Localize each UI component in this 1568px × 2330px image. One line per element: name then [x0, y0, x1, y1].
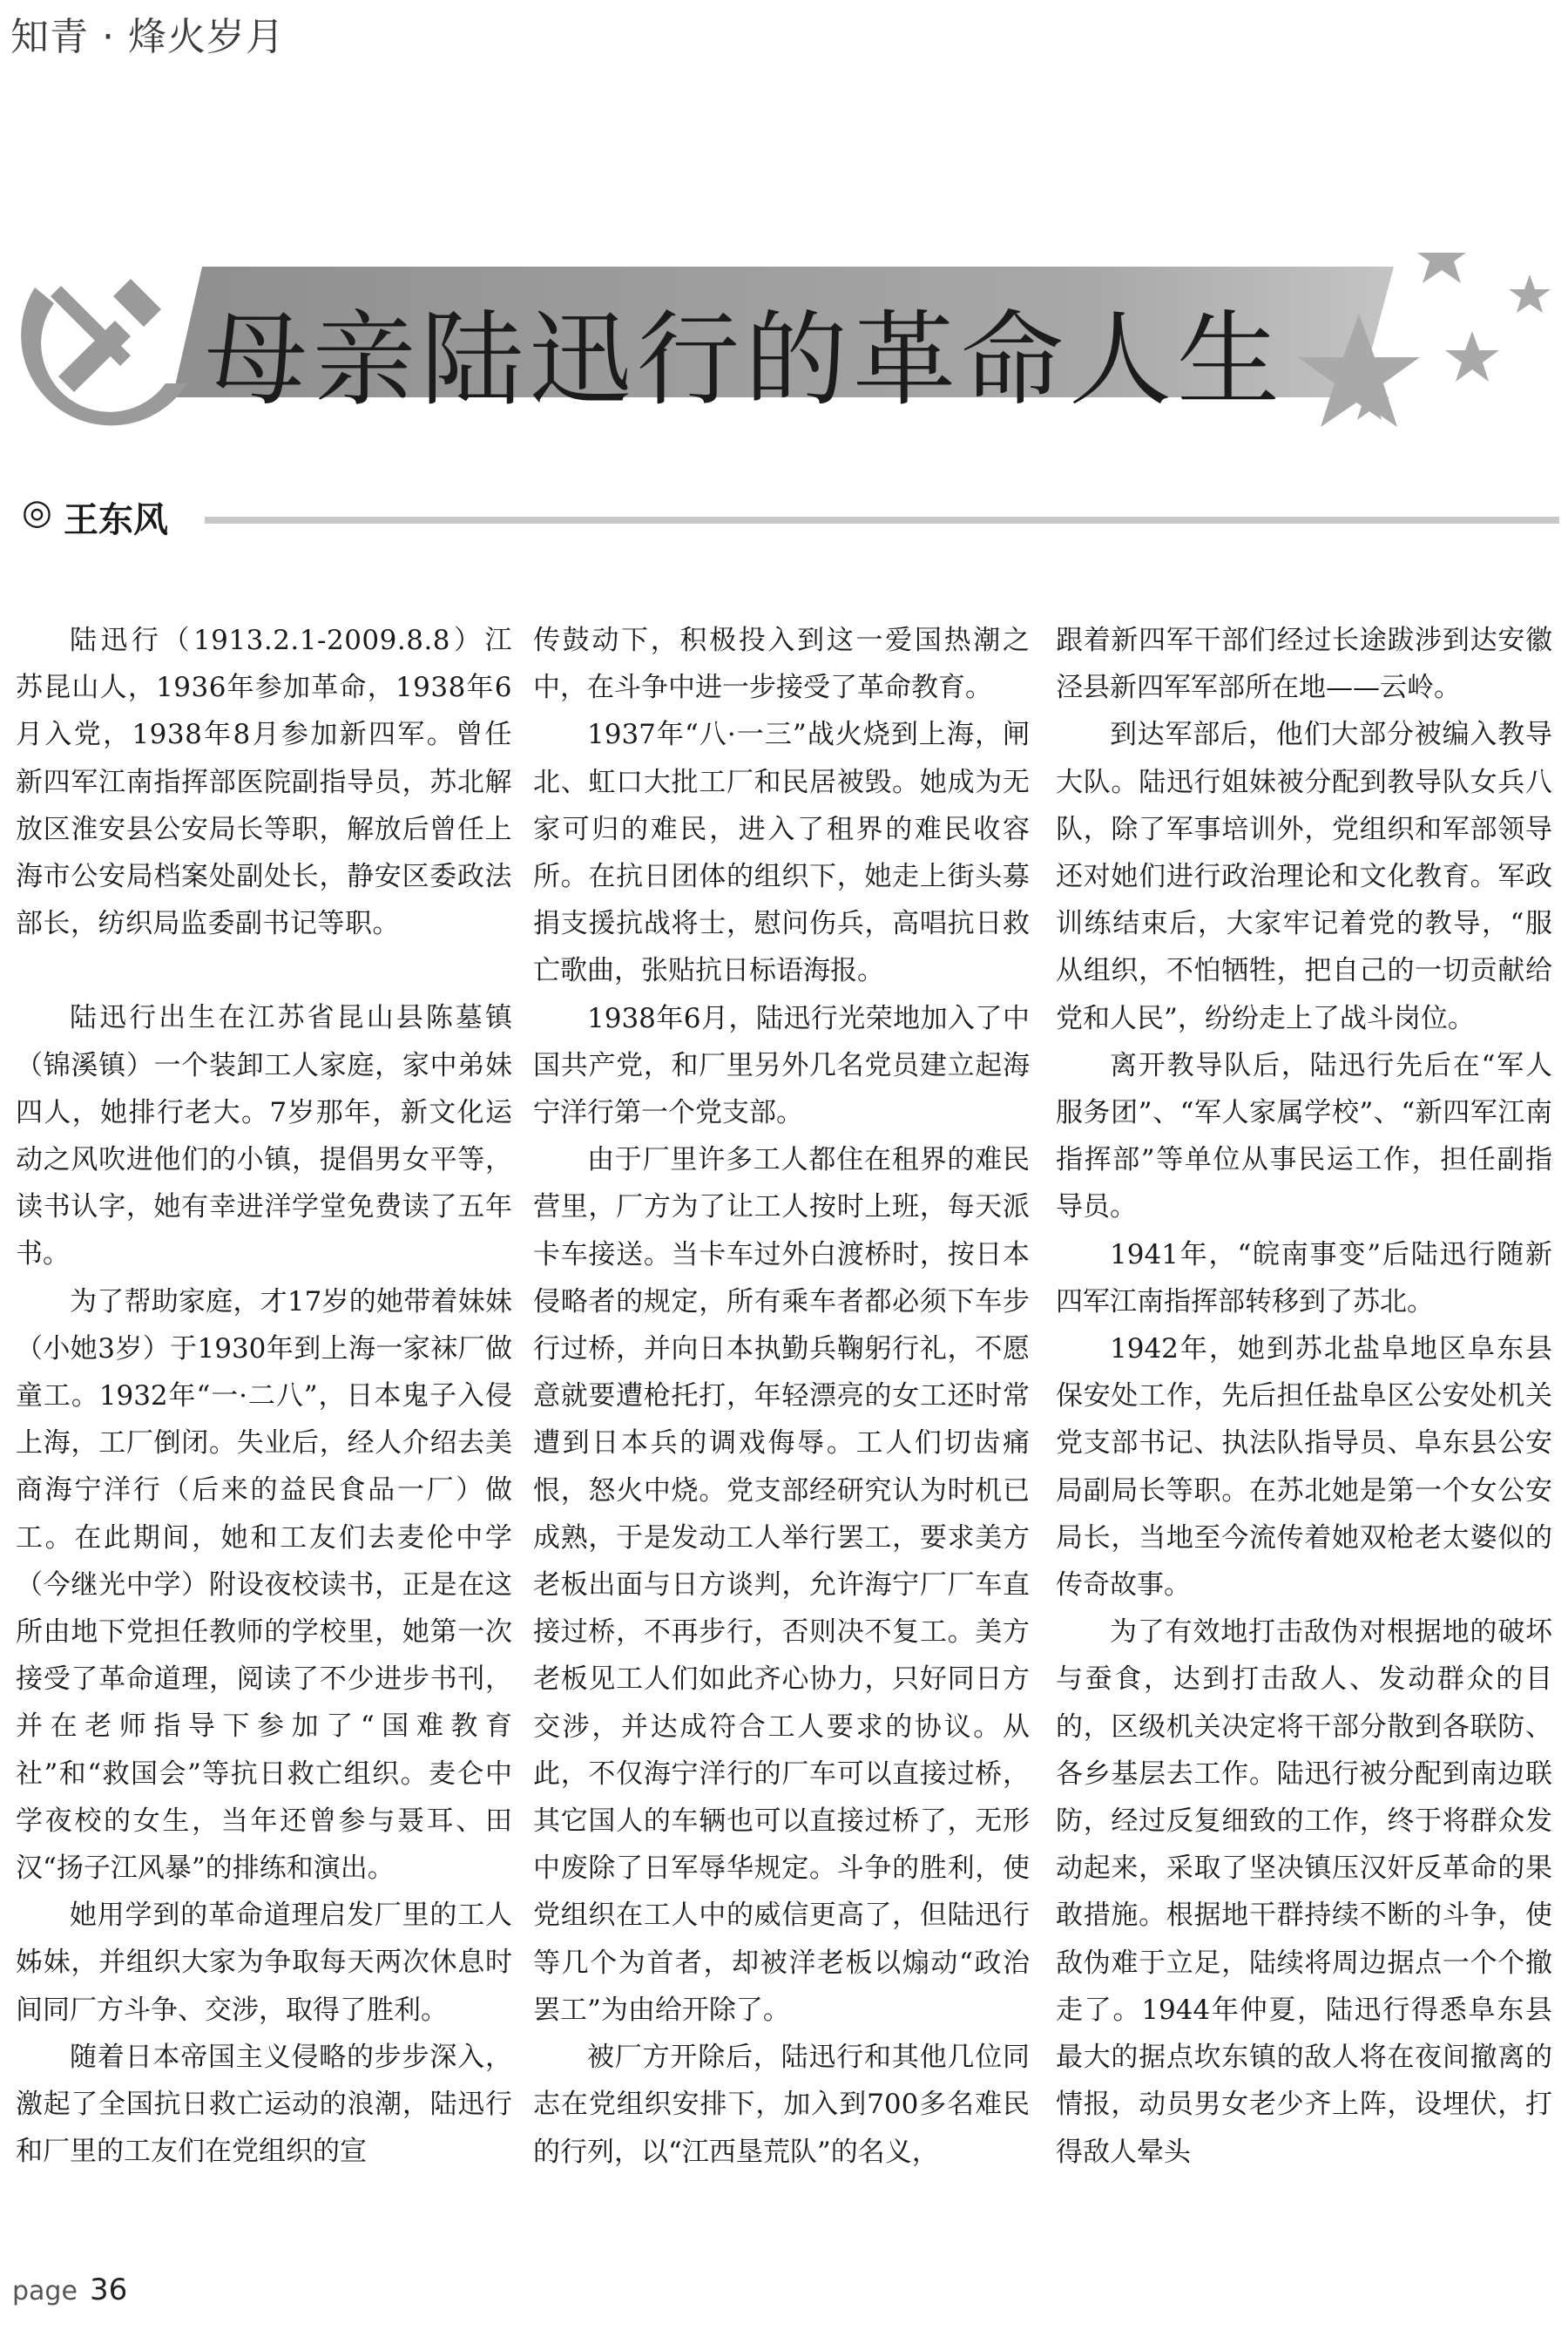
author-name: 王东风 — [64, 500, 168, 540]
body-paragraph: 1938年6月，陆迅行光荣地加入了中国共产党，和厂里另外几名党员建立起海宁洋行第一个党支部。 — [533, 1002, 1030, 1129]
text-column-1 — [16, 617, 512, 2176]
text-column-3 — [1056, 617, 1552, 2176]
body-paragraph: 为了帮助家庭，才17岁的她带着妹妹（小她3岁）于1930年到上海一家袜厂做童工。1932年“一·二八”，日本鬼子入侵上海，工厂倒闭。失业后，经人介绍去美商海宁洋行（后来的益民食品一厂）做工。在此期间，她和工友们去麦伦中学（今继光中学）附设夜校读书，正是在这所由地下党担任教师的学校里，她第一次接受了革命道理，阅读了不少进步书刊，并在老师指导下参加了“国难教育社”和“救国会”等抗日救亡组织。麦仑中学夜校的女生，当年还曾参与聂耳、田汉“扬子江风暴”的排练和演出。 — [16, 1285, 512, 1885]
body-paragraph: 为了有效地打击敌伪对根据地的破坏与蚕食，达到打击敌人、发动群众的目的，区级机关决定将干部分散到各联防、各乡基层去工作。陆迅行被分配到南边联防，经过反复细致的工作，终于将群众发动起来，采取了坚决镇压汉奸反革命的果敢措施。根据地干群持续不断的斗争，使敌伪难于立足，陆续将周边据点一个个撤走了。1944年仲夏，陆迅行得悉阜东县最大的据点坎东镇的敌人将在夜间撤离的情报，动员男女老少齐上阵，设埋伏，打得敌人晕头 — [1056, 1616, 1552, 2168]
byline-rule — [205, 517, 1559, 524]
article-title: 母亲陆迅行的革命人生 — [205, 300, 1286, 420]
body-paragraph: 跟着新四军干部们经过长途跋涉到达安徽泾县新四军军部所在地——云岭。 — [1056, 625, 1552, 704]
page-label: page — [12, 2276, 78, 2306]
body-paragraph: 由于厂里许多工人都住在租界的难民营里，厂方为了让工人按时上班，每天派卡车接送。当卡车过外白渡桥时，按日本侵略者的规定，所有乘车者都必须下车步行过桥，并向日本执勤兵鞠躬行礼，不愿意就要遭枪托打，年轻漂亮的女工还时常遭到日本兵的调戏侮辱。工人们切齿痛恨，怒火中烧。党支部经研究认为时机已成熟，于是发动工人举行罢工，要求美方老板出面与日方谈判，允许海宁厂厂车直接过桥，不再步行，否则决不复工。美方老板见工人们如此齐心协力，只好同日方交涉，并达成符合工人要求的协议。从此，不仅海宁洋行的厂车可以直接过桥，其它国人的车辆也可以直接过桥了，无形中废除了日军辱华规定。斗争的胜利，使党组织在工人中的威信更高了，但陆迅行等几个为首者，却被洋老板以煽动“政治罢工”为由给开除了。 — [533, 1144, 1030, 2026]
body-paragraph: 1941年，“皖南事变”后陆迅行随新四军江南指挥部转移到了苏北。 — [1056, 1238, 1552, 1317]
body-paragraph: 陆迅行出生在江苏省昆山县陈墓镇（锦溪镇）一个装卸工人家庭，家中弟妹四人，她排行老大。7岁那年，新文化运动之风吹进他们的小镇，提倡男女平等，读书认字，她有幸进洋学堂免费读了五年书。 — [16, 1002, 512, 1270]
section-tag: 知青 · 烽火岁月 — [10, 15, 285, 59]
byline-mark-icon: ◎ — [22, 492, 52, 532]
page-number: 36 — [89, 2272, 128, 2307]
body-paragraph: 她用学到的革命道理启发厂里的工人姊妹，并组织大家为争取每天两次休息时间同厂方斗争、交涉，取得了胜利。 — [16, 1900, 512, 2026]
body-paragraph: 到达军部后，他们大部分被编入教导大队。陆迅行姐妹被分配到教导队女兵八队，除了军事培训外，党组织和军部领导还对她们进行政治理论和文化教育。军政训练结束后，大家牢记着党的教导，“服从组织，不怕牺牲，把自己的一切贡献给党和人民”，纷纷走上了战斗岗位。 — [1056, 719, 1552, 1034]
body-paragraph: 被厂方开除后，陆迅行和其他几位同志在党组织安排下，加入到700多名难民的行列，以“江西垦荒队”的名义， — [533, 2042, 1030, 2168]
page-footer — [12, 2272, 139, 2307]
body-paragraph: 1937年“八·一三”战火烧到上海，闸北、虹口大批工厂和民居被毁。她成为无家可归的难民，进入了租界的难民收容所。在抗日团体的组织下，她走上街头募捐支援抗战将士，慰问伤兵，高唱抗日救亡歌曲，张贴抗日标语海报。 — [533, 719, 1030, 987]
byline — [22, 492, 1559, 545]
body-paragraph: 离开教导队后，陆迅行先后在“军人服务团”、“军人家属学校”、“新四军江南指挥部”等单位从事民运工作，担任副指导员。 — [1056, 1049, 1552, 1223]
text-column-2 — [533, 617, 1030, 2176]
body-paragraph: 随着日本帝国主义侵略的步步深入，激起了全国抗日救亡运动的浪潮，陆迅行和厂里的工友们在党组织的宣 — [16, 2041, 512, 2168]
body-paragraph: 1942年，她到苏北盐阜地区阜东县保安处工作，先后担任盐阜区公安处机关党支部书记、执法队指导员、阜东县公安局副局长等职。在苏北她是第一个女公安局长，当地至今流传着她双枪老太婆似的传奇故事。 — [1056, 1333, 1552, 1602]
author-bio-paragraph: 陆迅行（1913.2.1-2009.8.8）江苏昆山人，1936年参加革命，1938年6月入党，1938年8月参加新四军。曾任新四军江南指挥部医院副指导员，苏北解放区淮安县公安局长等职，解放后曾任上海市公安局档案处副处长，静安区委政法部长，纺织局监委副书记等职。 — [16, 625, 512, 940]
hammer-sickle-icon — [21, 279, 187, 425]
body-paragraph: 传鼓动下，积极投入到这一爱国热潮之中，在斗争中进一步接受了革命教育。 — [533, 625, 1030, 704]
